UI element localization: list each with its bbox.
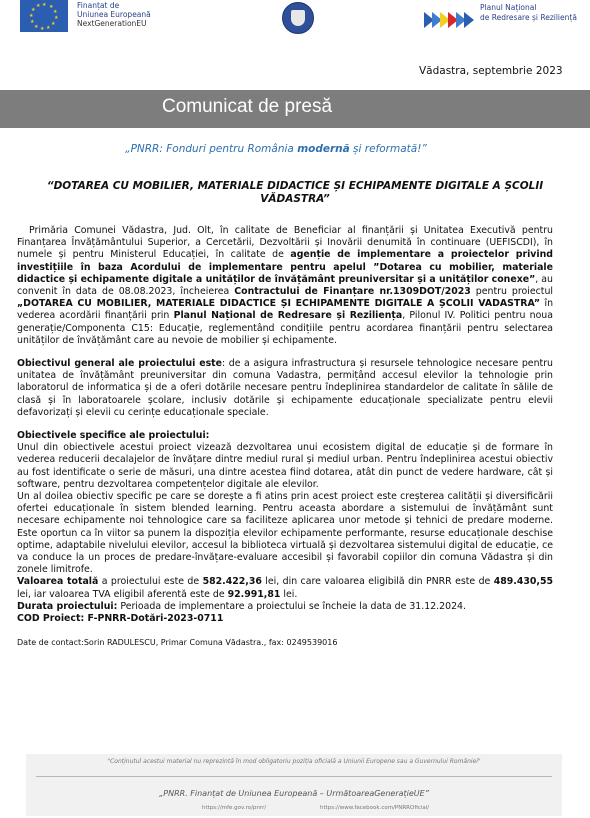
intro-bold-2: Contractului de Finanțare nr.1309DOT/2023: [234, 286, 471, 298]
romanian-government-emblem-icon: [282, 2, 314, 34]
duration-label: Durata proiectului:: [17, 600, 118, 612]
intro-bold-3: „DOTAREA CU MOBILIER, MATERIALE DIDACTICE ȘI ECHIPAMENTE DIGITALE A ȘCOLII VADASTRA”: [17, 298, 541, 310]
project-code-text: COD Proiect: F-PNRR-Dotări-2023-0711: [17, 613, 224, 625]
contact-details: Date de contact:Sorin RADULESCU, Primar Comuna Vădastra., fax: 0249539016: [17, 638, 338, 648]
slogan-part-2: și reformată!”: [349, 143, 427, 155]
value-label: Valoarea totală: [17, 576, 99, 588]
footer-disclaimer: "Conținutul acestui material nu reprezintă în mod obligatoriu poziția oficială a Uniunii Europene sau a Guvernului României": [107, 758, 481, 765]
slogan-part-1: „PNRR: Fonduri pentru România: [125, 143, 298, 155]
title-banner: [0, 90, 590, 128]
pnrr-line-1: Planul Național: [480, 3, 537, 12]
footer-divider: [36, 776, 552, 777]
value-total: 582.422,36: [202, 576, 262, 588]
general-objective-text: : de a asigura infrastructura și resursele tehnologice necesare pentru unitatea de învățământ preuniversitar din comuna Vadastra, permițând accesul elevilor la tehnologie prin laboratorul de informatica și de a oferi dotările necesare pentru îndeplinirea standardelor de calitate în sălile de clasă și în laboratoarele școlare, inclusiv dotările și echipamente educaționale specializate pentru elevii defavorizați și elevii cu cerințe educaționale speciale.: [17, 358, 553, 418]
pnrr-logo-icon: [424, 10, 476, 30]
pnrr-line-2: de Redresare și Reziliență: [480, 13, 577, 22]
value-tva: 92.991,81: [227, 588, 281, 600]
project-code: [17, 613, 553, 625]
specific-objectives-heading: [17, 430, 553, 442]
footer-link-website[interactable]: https://mfe.gov.ro/pnrr/: [202, 805, 267, 811]
specific-objectives-label: Obiectivele specifice ale proiectului:: [17, 430, 210, 442]
eu-line-2: Uniunea Europeană: [77, 10, 151, 19]
slogan-bold: modernă: [297, 143, 350, 155]
date-location: Vădastra, septembrie 2023: [419, 65, 563, 77]
general-objective-label: Obiectivul general ale proiectului este: [17, 358, 223, 370]
pnrr-label: [480, 3, 577, 23]
intro-text-1: Primăria Comunei Vădastra, Jud. Olt, în calitate de Beneficiar al finanțării și Unitatea Executivă pentru Finanțarea Învățământului Superior, a Cercetării, Dezvoltării și Inovării denumită în continuare (UEFISCDI), în numele și pentru Ministerul Educației, în calitate de: [17, 225, 553, 261]
project-title: “DOTAREA CU MOBILIER, MATERIALE DIDACTICE ȘI ECHIPAMENTE DIGITALE A ȘCOLII VĂDASTRA”: [46, 180, 544, 205]
intro-bold-1: agenție de implementare a proiectelor privind investițiile în baza Acordului de implementare pentru apelul ”Dotarea cu mobilier, materiale didactice și echipamente digitale a unităților de învățământ preuniversitar și a unităților conexe”: [17, 249, 553, 285]
specific-objective-1: Unul din obiectivele acestui proiect vizează dezvoltarea unui ecosistem digital de educație și de formare în vederea reducerii decalajelor de învățare dintre mediul rural și mediul urban. Pentru îndeplinirea acestui obiectiv au fost identificate o serie de măsuri, una dintre acestea fiind dotarea, atât din punct de vedere hardware, cât și software, pentru dezvoltarea competențelor digitale ale elevilor.: [17, 442, 553, 490]
project-value-paragraph: [17, 576, 553, 600]
duration-text: Perioada de implementare a proiectului se încheie la data de 31.12.2024.: [117, 600, 467, 612]
press-release-body: [17, 225, 553, 650]
intro-bold-4: Planul Național de Redresare și Reziliența: [173, 310, 403, 322]
value-text-1: a proiectului este de: [98, 576, 203, 588]
eu-flag-logo: ★ ★ ★ ★ ★ ★ ★ ★ ★ ★ ★ ★: [20, 0, 68, 32]
footer-link-facebook[interactable]: https://www.facebook.com/PNRROficial/: [320, 805, 430, 811]
page-title: Comunicat de presă: [162, 96, 333, 117]
value-text-3: lei, iar valoarea TVA eligibil aferentă este de: [17, 588, 228, 600]
intro-paragraph: [17, 225, 553, 347]
general-objective-paragraph: [17, 358, 553, 419]
footer: [26, 754, 562, 816]
intro-text-3: pentru proiectul: [470, 286, 553, 298]
intro-text-5: , Pilonul IV. Politici pentru noua generație/Componenta C15: Educație, reglementând condițiile pentru acordarea finanțării pentru selectarea unităților de învățământ care au nevoie de mobilier și echipamente.: [17, 310, 553, 346]
value-text-4: lei.: [280, 588, 298, 600]
slogan: [0, 143, 552, 155]
eu-funding-label: [77, 1, 151, 28]
specific-objective-2: Un al doilea obiectiv specific pe care se dorește a fi atins prin acest proiect este creșterea calității și diversificării ofertei educaționale în sistem blended learning. Pentru aceasta abordare a sistemului de învățământ sunt necesare echipamente noi tehnologice care sa faciliteze aplicarea unor metode și tehnici de predare moderne. Este oportun ca în viitor sa punem la dispoziția elevilor echipamente performante, resurse educaționale deschise optime, adaptabile nivelului elevilor, accesul la biblioteca virtuală și dezvoltarea sistemului digital de educație, ce va conduce la un proces de predare-învățare-evaluare accesibil și favorabil copiilor din comuna Vădastra și din zonele limitrofe.: [17, 491, 553, 576]
header-logos: [0, 0, 590, 44]
value-text-2: lei, din care valoarea eligibilă din PNRR este de: [261, 576, 494, 588]
intro-text-4: în vederea acordării finanțării prin: [17, 298, 554, 322]
eu-line-1: Finanțat de: [77, 1, 120, 10]
intro-text-2: , au convenit în data de 08.08.2023, încheierea: [17, 273, 553, 298]
eu-line-3: NextGenerationEU: [77, 19, 147, 28]
footer-slogan: „PNRR. Finanțat de Uniunea Europeană – UrmătoareaGenerațieUE”: [159, 789, 429, 798]
value-eligible: 489.430,55: [493, 576, 554, 588]
duration-paragraph: [17, 601, 553, 613]
